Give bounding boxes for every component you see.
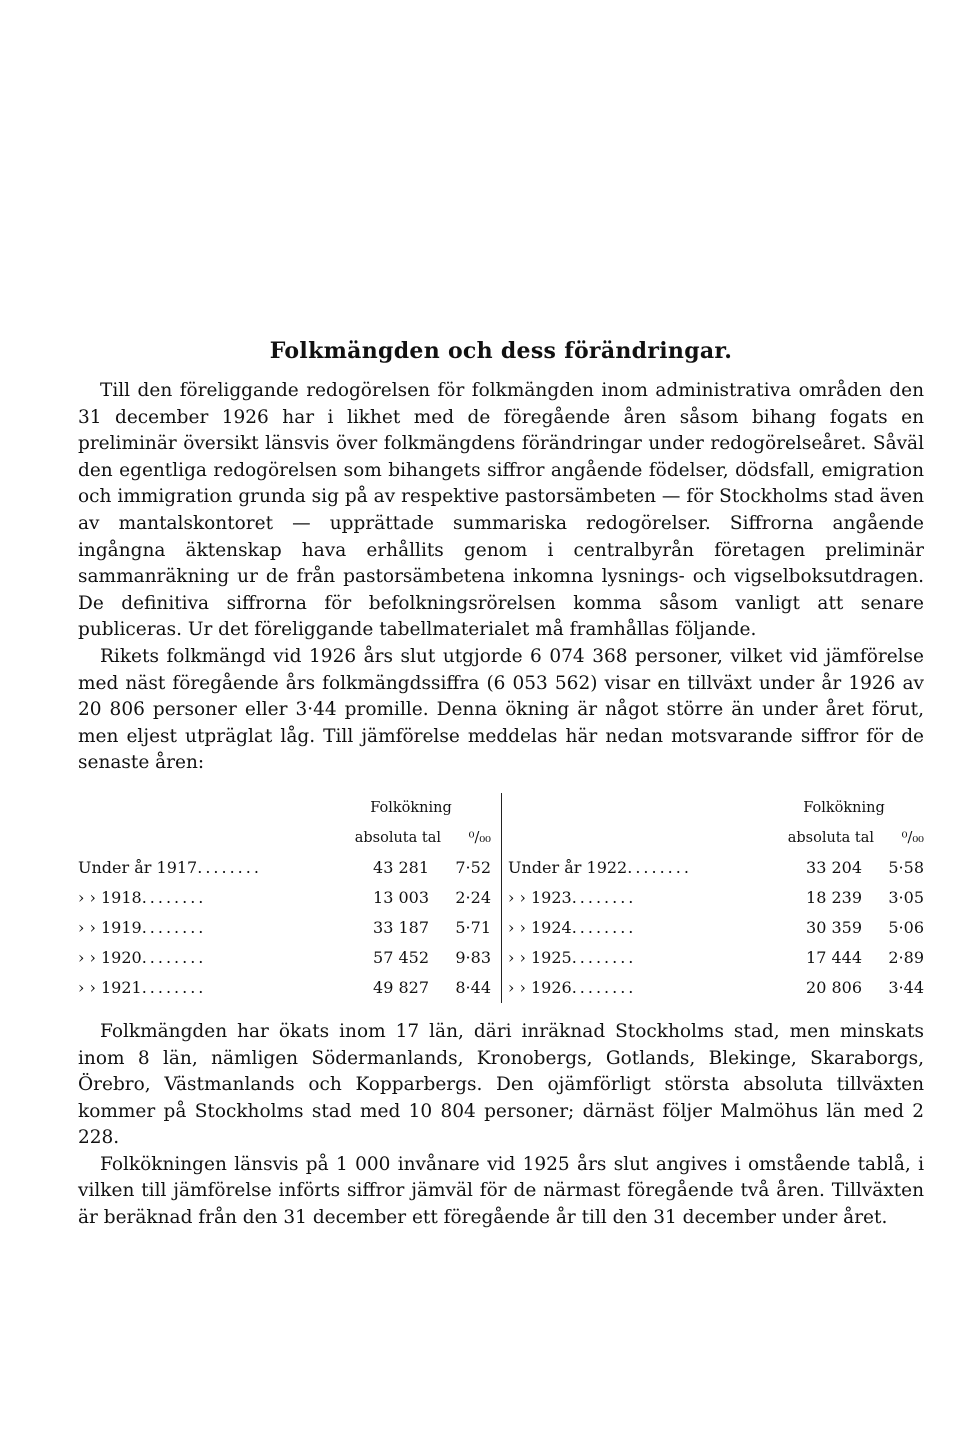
row-year: 1917 (156, 857, 198, 877)
leader-dots: ........ (571, 917, 637, 937)
cell-permille: 2·24 (455, 887, 491, 907)
table-column-right (501, 793, 924, 1003)
paragraph-population: Rikets folkmängd vid 1926 års slut utgjorde 6 074 368 personer, vilket vid jämförelse med näst föregående års folkmängdssiffra (6 053 562) visar en tillväxt under år 1926 av 20 806 personer eller 3·44 promille. Denna ökning är något större än under året förut, men eljest utpräglat låg. Till jämförelse meddelas här nedan motsvarande siffror för de senaste åren: (78, 645, 924, 774)
population-growth-table (78, 793, 924, 1003)
table-rows-left (78, 853, 491, 1003)
row-year: 1919 (100, 917, 142, 937)
row-prefix: › › (508, 887, 526, 907)
row-prefix: › › (78, 977, 96, 997)
row-prefix: › › (78, 947, 96, 967)
table-row (508, 943, 924, 973)
document-page (78, 338, 924, 1232)
table-row (78, 913, 491, 943)
row-year: 1922 (586, 857, 628, 877)
table-column-header-row (508, 823, 924, 853)
cell-permille: 9·83 (455, 947, 491, 967)
paragraph-intro: Till den föreliggande redogörelsen för folkmängden inom administrativa områden den 31 december 1926 har i likhet med de föregående åren såsom bihang fogats en preliminär översikt länsvis över folkmängdens förändringar under redogörelseåret. Såväl den egentliga redogörelsen som bihangets siffror angående födelser, dödsfall, emigration och immigration grunda sig på av respektive pastorsämbeten — för Stockholms stad även av mantalskontoret — upprättade summariska redogörelser. Siffrorna angående ingångna äktenskap hava erhållits genom i centralbyrån företagen preliminär sammanräkning ur de från pastorsämbetena inkomna lysnings- och vigselboksutdragen. De definitiva siffrorna för befolkningsrörelsen komma såsom vanligt att senare publiceras. Ur det föreliggande tabellmaterialet må framhållas följande. (78, 380, 924, 641)
row-year: 1921 (100, 977, 142, 997)
row-label (508, 883, 792, 913)
leader-dots: ........ (627, 857, 692, 877)
table-row (78, 883, 491, 913)
row-year: 1926 (530, 977, 572, 997)
leader-dots: ........ (141, 887, 207, 907)
cell-absolute: 43 281 (373, 857, 429, 877)
table-row (78, 853, 491, 883)
row-prefix: › › (508, 947, 526, 967)
row-prefix: › › (508, 977, 526, 997)
cell-absolute: 13 003 (373, 887, 429, 907)
cell-permille: 2·89 (888, 947, 924, 967)
leader-dots: ........ (571, 887, 637, 907)
cell-absolute: 57 452 (373, 947, 429, 967)
table-row (508, 883, 924, 913)
row-year: 1920 (100, 947, 142, 967)
column-header-absolute: absoluta tal (354, 829, 441, 846)
cell-permille: 3·44 (888, 977, 924, 997)
leader-dots: ........ (571, 947, 637, 967)
table-group-header-row (78, 793, 491, 823)
row-label (78, 913, 359, 943)
cell-absolute: 17 444 (806, 947, 862, 967)
row-label (78, 943, 359, 973)
row-prefix: › › (508, 917, 526, 937)
cell-permille: 7·52 (455, 857, 491, 877)
row-label (508, 943, 792, 973)
table-group-header: Folkökning (803, 799, 885, 816)
column-header-permille: ⁰/₀₀ (901, 829, 924, 846)
leader-dots: ........ (197, 857, 262, 877)
row-label (78, 973, 359, 1003)
table-row (508, 853, 924, 883)
table-group-header-row (508, 793, 924, 823)
row-label (78, 883, 359, 913)
cell-permille: 5·58 (888, 857, 924, 877)
cell-permille: 3·05 (888, 887, 924, 907)
cell-absolute: 49 827 (373, 977, 429, 997)
cell-permille: 8·44 (455, 977, 491, 997)
row-label (508, 913, 792, 943)
column-header-absolute: absoluta tal (787, 829, 874, 846)
row-year: 1925 (530, 947, 572, 967)
table-row (78, 943, 491, 973)
cell-permille: 5·06 (888, 917, 924, 937)
cell-absolute: 30 359 (806, 917, 862, 937)
row-label (78, 853, 359, 883)
table-row (78, 973, 491, 1003)
column-header-permille: ⁰/₀₀ (468, 829, 491, 846)
leader-dots: ........ (571, 977, 637, 997)
row-year: 1918 (100, 887, 142, 907)
row-prefix: Under år (78, 857, 152, 877)
page-title: Folkmängden och dess förändringar. (269, 338, 733, 364)
row-label (508, 973, 792, 1003)
table-column-left (78, 793, 501, 1003)
row-prefix: Under år (508, 857, 582, 877)
table-row (508, 913, 924, 943)
table-group-header: Folkökning (370, 799, 452, 816)
row-year: 1923 (530, 887, 572, 907)
row-prefix: › › (78, 917, 96, 937)
leader-dots: ........ (141, 947, 207, 967)
row-prefix: › › (78, 887, 96, 907)
table-column-header-row (78, 823, 491, 853)
leader-dots: ........ (141, 917, 207, 937)
cell-absolute: 33 187 (373, 917, 429, 937)
cell-absolute: 33 204 (806, 857, 862, 877)
cell-absolute: 20 806 (806, 977, 862, 997)
cell-permille: 5·71 (455, 917, 491, 937)
table-row (508, 973, 924, 1003)
paragraph-per-thousand: Folkökningen länsvis på 1 000 invånare vid 1925 års slut angives i omstående tablå, i vilken till jämförelse införts siffror jämväl för de närmast föregående två åren. Tillväxten är beräknad från den 31 december ett föregående år till den 31 december under året. (78, 1153, 924, 1229)
cell-absolute: 18 239 (806, 887, 862, 907)
table-rows-right (508, 853, 924, 1003)
leader-dots: ........ (141, 977, 207, 997)
paragraph-counties: Folkmängden har ökats inom 17 län, däri inräknad Stockholms stad, men minskats inom 8 län, nämligen Södermanlands, Kronobergs, Gotlands, Blekinge, Skaraborgs, Örebro, Västmanlands och Kopparbergs. Den ojämförligt största absoluta tillväxten kommer på Stockholms stad med 10 804 personer; därnäst följer Malmöhus län med 2 228. (78, 1020, 924, 1149)
row-year: 1924 (530, 917, 572, 937)
row-label (508, 853, 792, 883)
